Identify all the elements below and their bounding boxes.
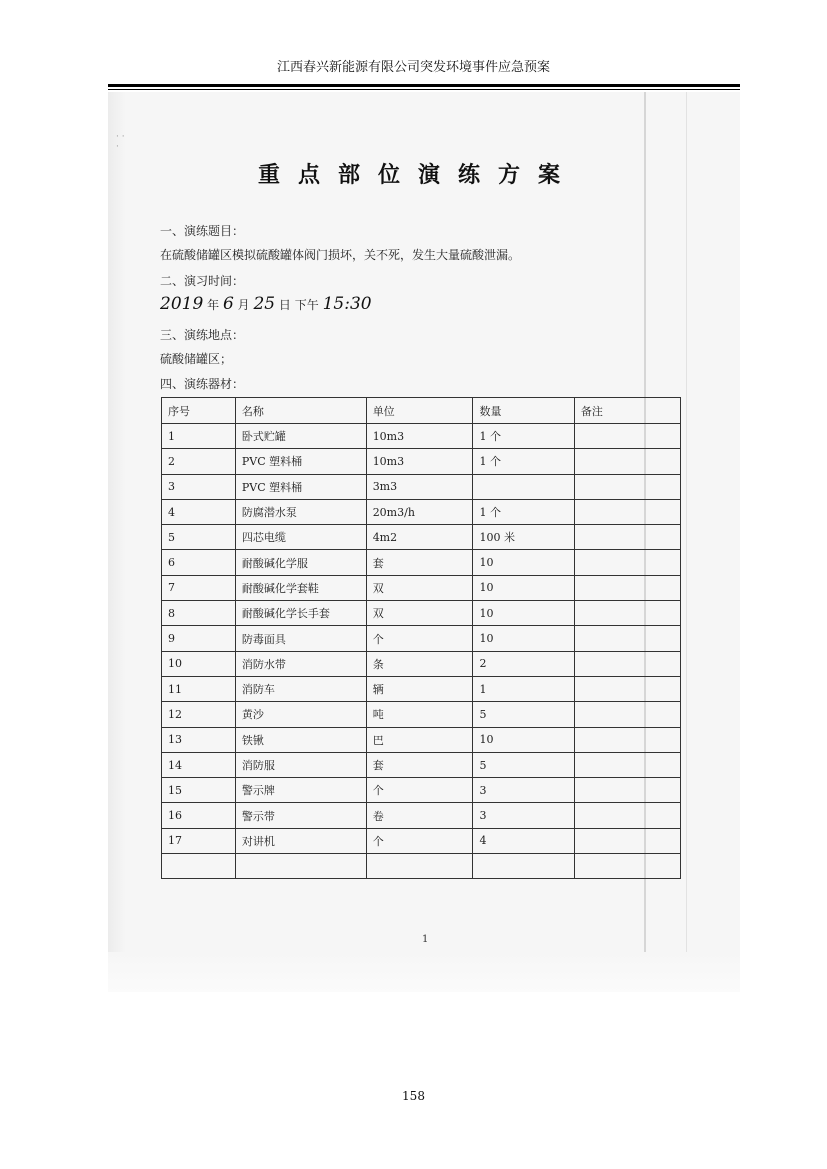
- cell-remark: [574, 601, 680, 626]
- equipment-table-body: [162, 424, 681, 879]
- handwritten-clock: 15:30: [322, 294, 372, 314]
- handwritten-day: 25: [253, 294, 276, 314]
- cell-index: 17: [162, 828, 236, 853]
- section-4-heading: 四、演练器材：: [160, 377, 245, 391]
- year-unit: 年: [207, 298, 220, 312]
- cell-remark: [574, 474, 680, 499]
- section-3-heading: 三、演练地点：: [160, 328, 245, 342]
- day-unit: 日: [278, 298, 291, 312]
- handwritten-month: 6: [222, 294, 234, 314]
- cell-name: 防毒面具: [235, 626, 366, 651]
- page-number: 158: [402, 1089, 425, 1103]
- table-row: [162, 854, 681, 879]
- section-3-text: 硫酸储罐区；: [160, 352, 233, 366]
- cell-unit: 4m2: [366, 525, 473, 550]
- table-row: [162, 499, 681, 524]
- table-row: [162, 727, 681, 752]
- header-rule-thick: [108, 84, 740, 87]
- cell-name: 耐酸碱化学套鞋: [235, 575, 366, 600]
- cell-index: [162, 854, 236, 879]
- cell-quantity: 1 个: [473, 499, 574, 524]
- cell-name: 铁锹: [235, 727, 366, 752]
- handwritten-year: 2019: [160, 294, 204, 314]
- cell-quantity: [473, 854, 574, 879]
- cell-index: 11: [162, 676, 236, 701]
- table-row: [162, 626, 681, 651]
- cell-index: 12: [162, 702, 236, 727]
- scan-fold-line-secondary: [686, 92, 687, 992]
- ampm-label: 下午: [294, 298, 319, 312]
- cell-index: 6: [162, 550, 236, 575]
- table-row: [162, 474, 681, 499]
- cell-unit: 套: [366, 752, 473, 777]
- table-row: [162, 575, 681, 600]
- cell-name: [235, 854, 366, 879]
- cell-name: 警示牌: [235, 778, 366, 803]
- cell-remark: [574, 676, 680, 701]
- table-row: [162, 651, 681, 676]
- cell-unit: 吨: [366, 702, 473, 727]
- cell-remark: [574, 550, 680, 575]
- cell-quantity: 1: [473, 676, 574, 701]
- table-row: [162, 525, 681, 550]
- header-cell-remark: 备注: [574, 398, 680, 424]
- cell-remark: [574, 778, 680, 803]
- cell-name: 黄沙: [235, 702, 366, 727]
- scanned-page: [108, 92, 740, 992]
- cell-quantity: 1 个: [473, 424, 574, 449]
- drill-time-line: [160, 294, 372, 314]
- cell-unit: 20m3/h: [366, 499, 473, 524]
- cell-name: 警示带: [235, 803, 366, 828]
- cell-index: 16: [162, 803, 236, 828]
- cell-quantity: 3: [473, 803, 574, 828]
- cell-name: 消防车: [235, 676, 366, 701]
- cell-name: 消防水带: [235, 651, 366, 676]
- cell-remark: [574, 752, 680, 777]
- table-row: [162, 803, 681, 828]
- cell-unit: 巴: [366, 727, 473, 752]
- cell-name: 对讲机: [235, 828, 366, 853]
- cell-index: 15: [162, 778, 236, 803]
- scan-specks: · · ·: [116, 132, 125, 152]
- cell-remark: [574, 626, 680, 651]
- cell-unit: 卷: [366, 803, 473, 828]
- scan-bottom-fade: [108, 952, 740, 992]
- cell-remark: [574, 727, 680, 752]
- cell-quantity: 1 个: [473, 449, 574, 474]
- cell-unit: [366, 854, 473, 879]
- cell-index: 3: [162, 474, 236, 499]
- cell-index: 13: [162, 727, 236, 752]
- cell-unit: 个: [366, 828, 473, 853]
- table-row: [162, 778, 681, 803]
- cell-remark: [574, 854, 680, 879]
- cell-unit: 双: [366, 575, 473, 600]
- table-row: [162, 828, 681, 853]
- header-rule-thin: [108, 89, 740, 90]
- cell-index: 14: [162, 752, 236, 777]
- cell-name: PVC 塑料桶: [235, 474, 366, 499]
- header-cell-quantity: 数量: [473, 398, 574, 424]
- cell-unit: 套: [366, 550, 473, 575]
- cell-quantity: 3: [473, 778, 574, 803]
- table-row: [162, 550, 681, 575]
- cell-quantity: 4: [473, 828, 574, 853]
- table-row: [162, 752, 681, 777]
- cell-unit: 个: [366, 778, 473, 803]
- cell-index: 8: [162, 601, 236, 626]
- section-1-heading: 一、演练题目：: [160, 224, 245, 238]
- cell-unit: 个: [366, 626, 473, 651]
- cell-quantity: 100 米: [473, 525, 574, 550]
- cell-index: 7: [162, 575, 236, 600]
- section-1-text: 在硫酸储罐区模拟硫酸罐体阀门损坏，关不死，发生大量硫酸泄漏。: [160, 248, 521, 262]
- cell-unit: 条: [366, 651, 473, 676]
- table-row: [162, 676, 681, 701]
- cell-unit: 3m3: [366, 474, 473, 499]
- scan-shadow-left: [108, 92, 126, 992]
- cell-quantity: 10: [473, 626, 574, 651]
- cell-quantity: 5: [473, 752, 574, 777]
- cell-quantity: 10: [473, 727, 574, 752]
- cell-index: 10: [162, 651, 236, 676]
- cell-name: 防腐潜水泵: [235, 499, 366, 524]
- header-cell-unit: 单位: [366, 398, 473, 424]
- cell-name: 卧式贮罐: [235, 424, 366, 449]
- cell-remark: [574, 525, 680, 550]
- plan-title: 重点部位演练方案: [258, 163, 579, 188]
- table-header-row: [162, 398, 681, 424]
- cell-name: 耐酸碱化学服: [235, 550, 366, 575]
- cell-index: 9: [162, 626, 236, 651]
- cell-name: 消防服: [235, 752, 366, 777]
- cell-quantity: 10: [473, 575, 574, 600]
- cell-quantity: 10: [473, 601, 574, 626]
- scan-page-number: 1: [422, 934, 429, 945]
- cell-quantity: [473, 474, 574, 499]
- table-row: [162, 424, 681, 449]
- cell-name: 四芯电缆: [235, 525, 366, 550]
- cell-unit: 双: [366, 601, 473, 626]
- cell-remark: [574, 449, 680, 474]
- cell-remark: [574, 424, 680, 449]
- table-row: [162, 702, 681, 727]
- cell-index: 4: [162, 499, 236, 524]
- cell-unit: 辆: [366, 676, 473, 701]
- section-2-heading: 二、演习时间：: [160, 274, 245, 288]
- cell-remark: [574, 828, 680, 853]
- cell-index: 1: [162, 424, 236, 449]
- cell-quantity: 10: [473, 550, 574, 575]
- cell-remark: [574, 803, 680, 828]
- cell-remark: [574, 702, 680, 727]
- cell-index: 2: [162, 449, 236, 474]
- month-unit: 月: [237, 298, 250, 312]
- cell-unit: 10m3: [366, 424, 473, 449]
- document-header-title: 江西春兴新能源有限公司突发环境事件应急预案: [276, 60, 550, 75]
- table-row: [162, 601, 681, 626]
- cell-remark: [574, 499, 680, 524]
- header-cell-index: 序号: [162, 398, 236, 424]
- cell-remark: [574, 575, 680, 600]
- equipment-table: [161, 397, 681, 879]
- header-cell-name: 名称: [235, 398, 366, 424]
- cell-name: 耐酸碱化学长手套: [235, 601, 366, 626]
- cell-remark: [574, 651, 680, 676]
- cell-quantity: 5: [473, 702, 574, 727]
- table-row: [162, 449, 681, 474]
- cell-unit: 10m3: [366, 449, 473, 474]
- cell-index: 5: [162, 525, 236, 550]
- cell-name: PVC 塑料桶: [235, 449, 366, 474]
- cell-quantity: 2: [473, 651, 574, 676]
